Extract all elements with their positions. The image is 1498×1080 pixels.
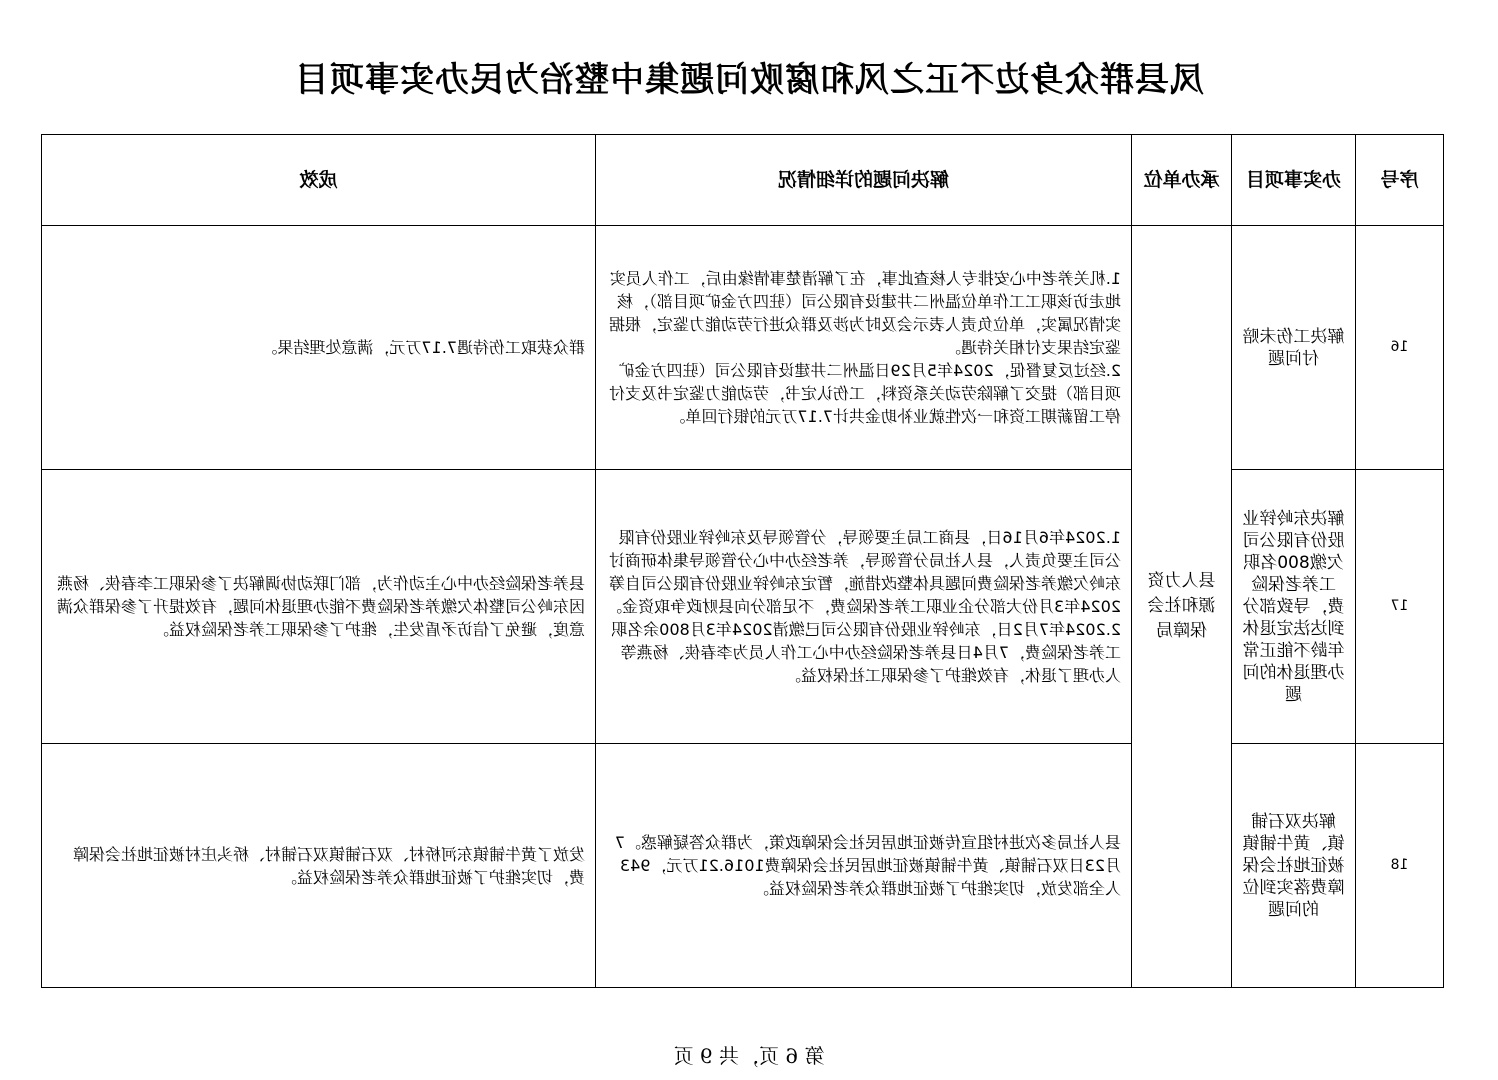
- row-item: 解决工伤未赔付问题: [1232, 226, 1356, 470]
- row-unit: 县人力资源和社会保障局: [1132, 226, 1232, 988]
- header-item: 办实事项目: [1232, 135, 1356, 226]
- details-paragraph: 县人社局多次进村组宣传被征地居民社会保障政策，为群众答疑解惑。7月23日双石铺镇、黄牛铺镇被征地居民社会保障费1016.21万元，943人全部发放，切实维护了被征地群众养老保险权益。: [614, 833, 1121, 898]
- row-details: [596, 744, 1132, 988]
- row-result: 发放了黄牛铺镇东河桥村、双石铺镇双石铺村、桥头庄村被征地社会保障费，切实维护了被征地群众养老保险权益。: [42, 744, 596, 988]
- table-row: [42, 744, 1444, 988]
- row-result: 群众获取工伤待遇7.17万元，满意处理结果。: [42, 226, 596, 470]
- row-details: [596, 226, 1132, 470]
- details-paragraph: 1.2024年6月16日，县商工局主要领导，分管领导及东岭锌业股份有限公司主要负责人，县人社局分管领导，养老经办中心分管领导集体研商讨东岭欠缴养老保险费问题具体整改措施，暂定东岭锌业股份有限公司自筹2024年3月份大部分企业职工养老保险费，不足部分向县财政争取资金。: [606, 528, 1121, 616]
- row-seq: 17: [1356, 470, 1444, 744]
- row-item: 解决东岭锌业股份有限公司欠缴800名职工养老保险费，导致部分到达法定退休年龄不能正常办理退休的问题: [1232, 470, 1356, 744]
- table-row: [42, 470, 1444, 744]
- table-row: [42, 226, 1444, 470]
- row-item: 解决双石铺镇、黄牛铺镇被征地社会保障费落实到位的问题: [1232, 744, 1356, 988]
- row-details: [596, 470, 1132, 744]
- row-result: 县养老保险经办中心主动作为，部门联动协调解决了参保职工李春侠、杨燕因东岭公司整体欠缴养老保险费不能办理退休问题，有效提升了参保群众满意度，避免了信访矛盾发生，维护了参保职工养老保险权益。: [42, 470, 596, 744]
- row-seq: 18: [1356, 744, 1444, 988]
- projects-table: [41, 134, 1444, 988]
- header-result: 成效: [42, 135, 596, 226]
- table-header-row: [42, 135, 1444, 226]
- page-title: 凤县群众身边不正之风和腐败问题集中整治为民办实事项目: [294, 60, 1204, 100]
- header-unit: 承办单位: [1132, 135, 1232, 226]
- header-seq: 序号: [1356, 135, 1444, 226]
- details-paragraph: 2.2024年7月2日，东岭锌业股份有限公司已缴清2024年3月800余名职工养老保险费，7月4日县养老保险经办中心工作人员为李春侠、杨燕等人办理了退休，有效维护了参保职工社保权益。: [611, 620, 1121, 685]
- row-seq: 16: [1356, 226, 1444, 470]
- details-paragraph: 1.机关养老中心安排专人核查此事，在了解清楚事情缘由后，工作人员实地走访该职工工作单位温州二井建设有限公司（驻四方金矿项目部），核实情况属实，单位负责人表示会及时为涉及群众进行劳动能力鉴定，根据鉴定结果支付相关待遇。: [608, 269, 1121, 357]
- header-details: 解决问题的详细情况: [596, 135, 1132, 226]
- page-footer: 第 6 页，共 9 页: [673, 1044, 825, 1068]
- details-paragraph: 2.经过反复督促，2024年5月29日温州二井建设有限公司（驻四方金矿项目部）提交了解除劳动关系资料，工伤认定书，劳动能力鉴定书及支付停工留薪期工资和一次性就业补助金共计7.17万元的银行回单。: [608, 361, 1121, 426]
